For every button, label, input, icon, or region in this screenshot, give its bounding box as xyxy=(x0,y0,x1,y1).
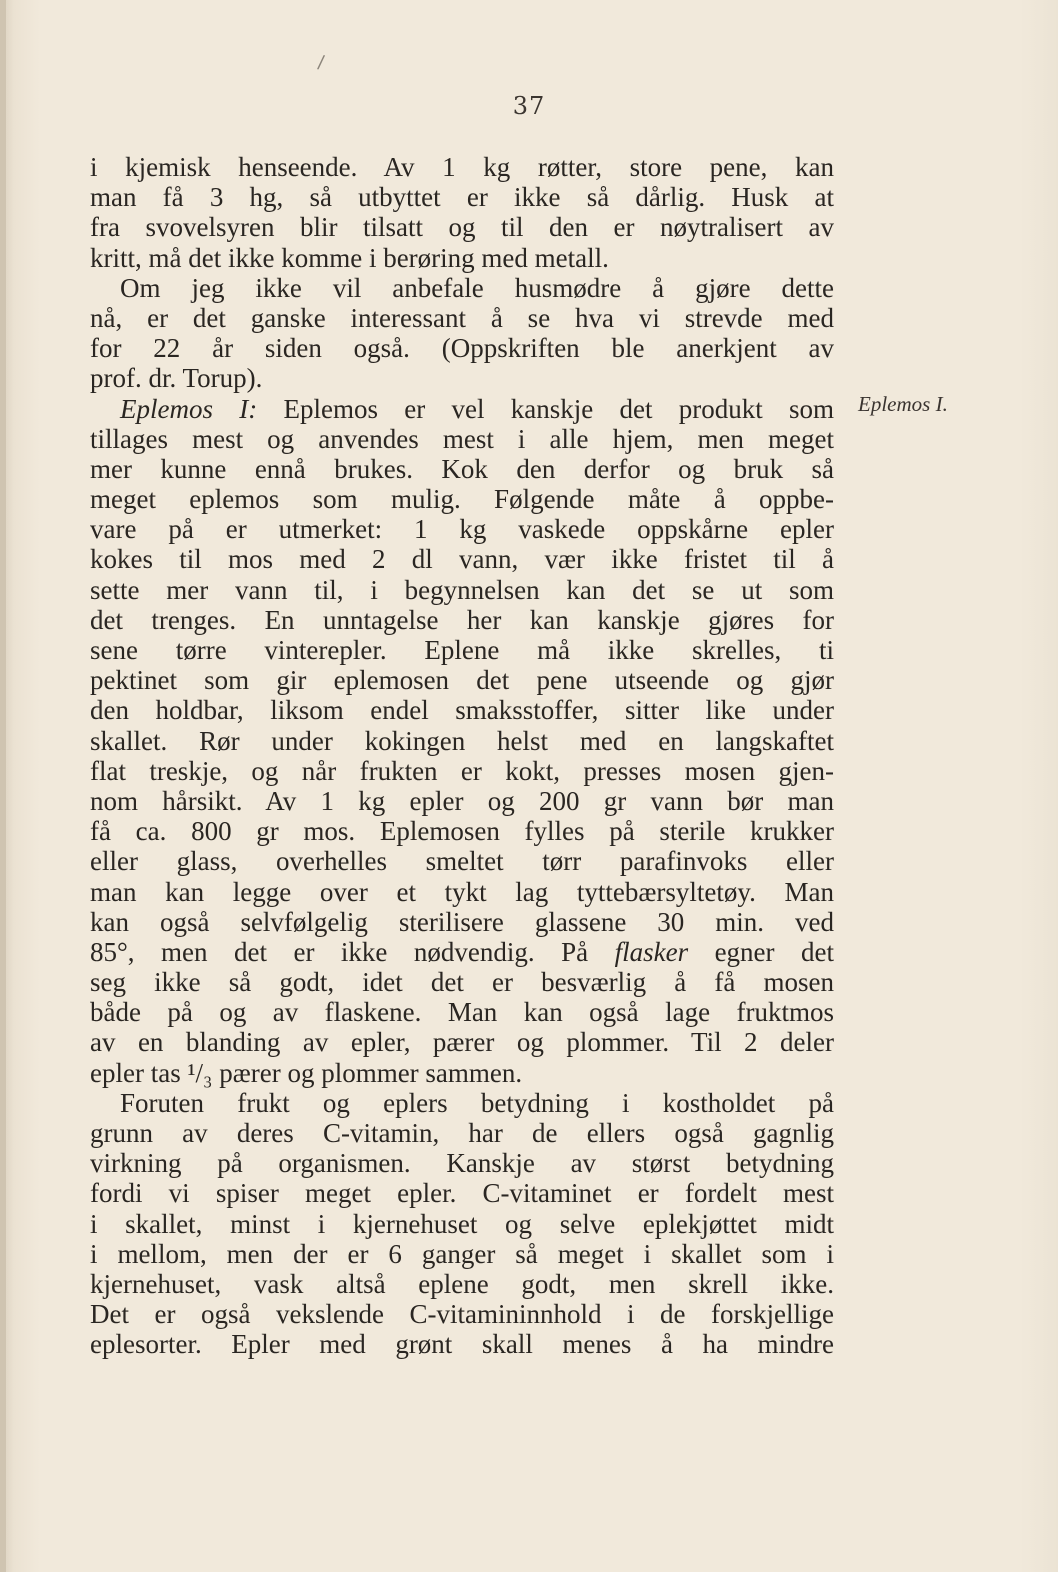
text-line: kjernehuset, vask altså eplene godt, men skrell ikke. xyxy=(90,1268,834,1299)
text-line: prof. dr. Torup). xyxy=(90,363,263,394)
text-line: eller glass, overhelles smeltet tørr parafinvoks eller xyxy=(90,846,834,877)
page-number: 37 xyxy=(512,92,546,120)
text-line: seg ikke så godt, idet det er besværlig å få mosen xyxy=(90,967,834,998)
text-line: grunn av deres C-vitamin, har de ellers også gagnlig xyxy=(90,1118,834,1148)
text-line: tillages mest og anvendes mest i alle hjem, men meget xyxy=(90,423,834,454)
text-line: kan også selvfølgelig sterilisere glassene 30 min. ved xyxy=(90,906,834,937)
text-line: vare på er utmerket: 1 kg vaskede oppskårne epler xyxy=(90,514,834,545)
text-line: mer kunne ennå brukes. Kok den derfor og bruk så xyxy=(90,453,834,484)
text-line: både på og av flaskene. Man kan også lage fruktmos xyxy=(90,997,834,1028)
text-line: Det er også vekslende C-vitamininnhold i de forskjellige xyxy=(90,1299,834,1330)
text-line: sette mer vann til, i begynnelsen kan det se ut som xyxy=(90,574,834,605)
text-line: virkning på organismen. Kanskje av størst betydning xyxy=(90,1148,834,1179)
text-line: pektinet som gir eplemosen det pene utseende og gjør xyxy=(90,665,834,696)
text-line: eplesorter. Epler med grønt skall menes å ha mindre xyxy=(90,1329,834,1360)
text-line: sene tørre vinterepler. Eplene må ikke skrelles, ti xyxy=(90,635,834,665)
text-line: Foruten frukt og eplers betydning i kostholdet på xyxy=(120,1087,834,1118)
margin-note: Eplemos I. xyxy=(858,392,948,416)
text-line: Om jeg ikke vil anbefale husmødre å gjøre dette xyxy=(120,272,834,303)
text-line: nom hårsikt. Av 1 kg epler og 200 gr vann bør man xyxy=(90,785,834,816)
text-line: skallet. Rør under kokingen helst med en langskaftet xyxy=(90,725,834,756)
text-line: kokes til mos med 2 dl vann, vær ikke fristet til å xyxy=(90,544,834,575)
text-line: man få 3 hg, så utbyttet er ikke så dårlig. Husk at xyxy=(90,182,834,213)
text-line: få ca. 800 gr mos. Eplemosen fylles på sterile krukker xyxy=(90,816,834,847)
text-line: fra svovelsyren blir tilsatt og til den er nøytralisert av xyxy=(90,212,834,243)
text-line: for 22 år siden også. (Oppskriften ble anerkjent av xyxy=(90,333,834,364)
pencil-mark: / xyxy=(316,51,326,74)
text-line: nå, er det ganske interessant å se hva vi strevde med xyxy=(90,302,834,333)
text-line: i kjemisk henseende. Av 1 kg røtter, store pene, kan xyxy=(90,152,834,182)
text-line: 85°, men det er ikke nødvendig. På flasker egner det xyxy=(90,936,834,967)
text-line: epler tas ¹/₃ pærer og plommer sammen. xyxy=(90,1057,523,1088)
text-line: av en blanding av epler, pærer og plommer. Til 2 deler xyxy=(90,1027,834,1058)
text-line: Eplemos I: Eplemos er vel kanskje det produkt som xyxy=(120,393,834,424)
text-line: flat treskje, og når frukten er kokt, presses mosen gjen- xyxy=(90,755,834,786)
text-line: fordi vi spiser meget epler. C-vitaminet er fordelt mest xyxy=(90,1178,834,1209)
text-line: i mellom, men der er 6 ganger så meget i skallet som i xyxy=(90,1238,834,1269)
text-line: den holdbar, liksom endel smaksstoffer, sitter like under xyxy=(90,695,834,726)
text-line: meget eplemos som mulig. Følgende måte å oppbe- xyxy=(90,484,834,515)
section-heading: Eplemos I: xyxy=(120,393,258,424)
binding-edge xyxy=(0,0,6,1572)
emphasis: flasker xyxy=(614,936,689,967)
text-line: det trenges. En unntagelse her kan kanskje gjøres for xyxy=(90,604,834,635)
body-text xyxy=(90,152,834,1360)
text-line: kritt, må det ikke komme i berøring med metall. xyxy=(90,242,609,273)
text-line: i skallet, minst i kjernehuset og selve eplekjøttet midt xyxy=(90,1208,834,1239)
text-line: man kan legge over et tykt lag tyttebærsyltetøy. Man xyxy=(90,876,834,907)
